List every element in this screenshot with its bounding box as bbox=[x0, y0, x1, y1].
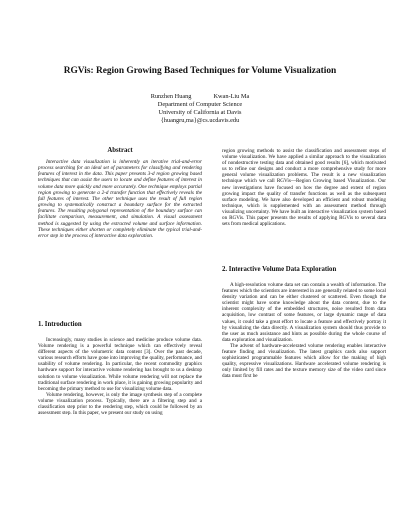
paragraph: A high-resolution volume data set can contain a wealth of information. The features which the scientists are interested in are generally related to some local density variation and can be either clustered or scattered. Even though the scientist might have some knowledge about the data content, due to the inherent complexity of the embedded structures, noise resulted from data acquisition, low contrast of some features, or large dynamic range of data values, it could take a great effort to locate a feature and effectively portray it by visualizing the data directly. A visualization system should thus provide to the user as much assistance and hints as possible during the whole course of data exploration and visualization. bbox=[222, 282, 386, 343]
department: Department of Computer Science bbox=[157, 101, 243, 108]
author-name: Kwan-Liu Ma bbox=[213, 93, 250, 100]
introduction-continuation bbox=[222, 148, 386, 227]
author-email: {huangru,ma}@cs.ucdavis.edu bbox=[160, 117, 240, 125]
author-name: Runzhen Huang bbox=[150, 93, 192, 100]
author-list bbox=[120, 93, 280, 101]
section-heading-introduction: 1. Introduction bbox=[38, 321, 82, 328]
introduction-body bbox=[38, 337, 202, 416]
university: University of California at Davis bbox=[158, 109, 242, 117]
paragraph: Increasingly, many studies in science and medicine produce volume data. Volume rendering is a powerful technique which can effectively reveal different aspects of the volumetric data content [3]. Over the past decade, various research efforts have gone into improving the quality, performance, and usability of volume rendering. In particular, the recent commodity graphics hardware support for interactive volume rendering has brought to us a desktop solution to volume visualization. While volume rendering will not replace the traditional surface rendering in work place, it is gaining growing popularity and becoming the primary method to use for visualizing volume data. bbox=[38, 337, 202, 392]
paragraph: Volume rendering, however, is only the image synthesis step of a complete volume visualization process. Typically, there are a filtering step and a classification step prior to the rendering step, which could be followed by an assessment step. In this paper, we present our study on using bbox=[38, 391, 202, 417]
affiliation-block bbox=[100, 101, 300, 126]
paragraph: The advent of hardware-accelerated volume rendering enables interactive feature finding and visualization. The latest graphics cards also support sophisticated programmable features which allow for the making of high quality, expressive visualizations. Hardware accelerated volume rendering is only limited by fill rates and the texture memory size of the video card since data must first be bbox=[222, 342, 386, 380]
abstract-text: Interactive data visualization is inherently an iterative trial-and-error process searching for an ideal set of parameters for classifying and rendering features of interest in the data. This paper presents 3-d region growing based techniques that can assist the users to locate and define features of interest in volume data more quickly and more accurately. One technique employs partial region growing to generate a 2-d transfer function that effectively reveals the full features of interest. The other technique uses the result of full region growing to systematically construct a boundary surface for the extracted features. The resulting polygonal representation of the boundary surface can facilitate comparison, measurement, and simulation. A visual assessment method is suggested by using the extracted volume and surface information. These techniques either shorten or completely eliminate the typical trial-and-error step in the process of interactive data exploration. bbox=[38, 159, 202, 239]
section-heading-exploration: 2. Interactive Volume Data Exploration bbox=[222, 266, 337, 273]
paper-title: RGVis: Region Growing Based Techniques for Volume Visualization bbox=[63, 66, 337, 76]
abstract-heading: Abstract bbox=[107, 147, 133, 154]
paragraph: region growing methods to assist the classification and assessment steps of volume visualization. We have applied a similar approach to the visualization of nondestructive testing data and obtained good results [6], which motivated us to refine our designs and conduct a more comprehensive study for more general volume visualization problems. The result is a new visualization technique which we call RGVis—Region Growing based Visualization. Our new investigations have focused on how the degree and extent of region growing impact the quality of transfer functions as well as the subsequent surface modeling. We have also developed an efficient and robust modeling technique, which is supplemented with an assessment method through visualizing uncertainty. We have built an interactive visualization system based on RGVis. This paper presents the results of applying RGVis to several data sets from medical applications. bbox=[222, 148, 386, 228]
section2-body bbox=[222, 282, 386, 380]
